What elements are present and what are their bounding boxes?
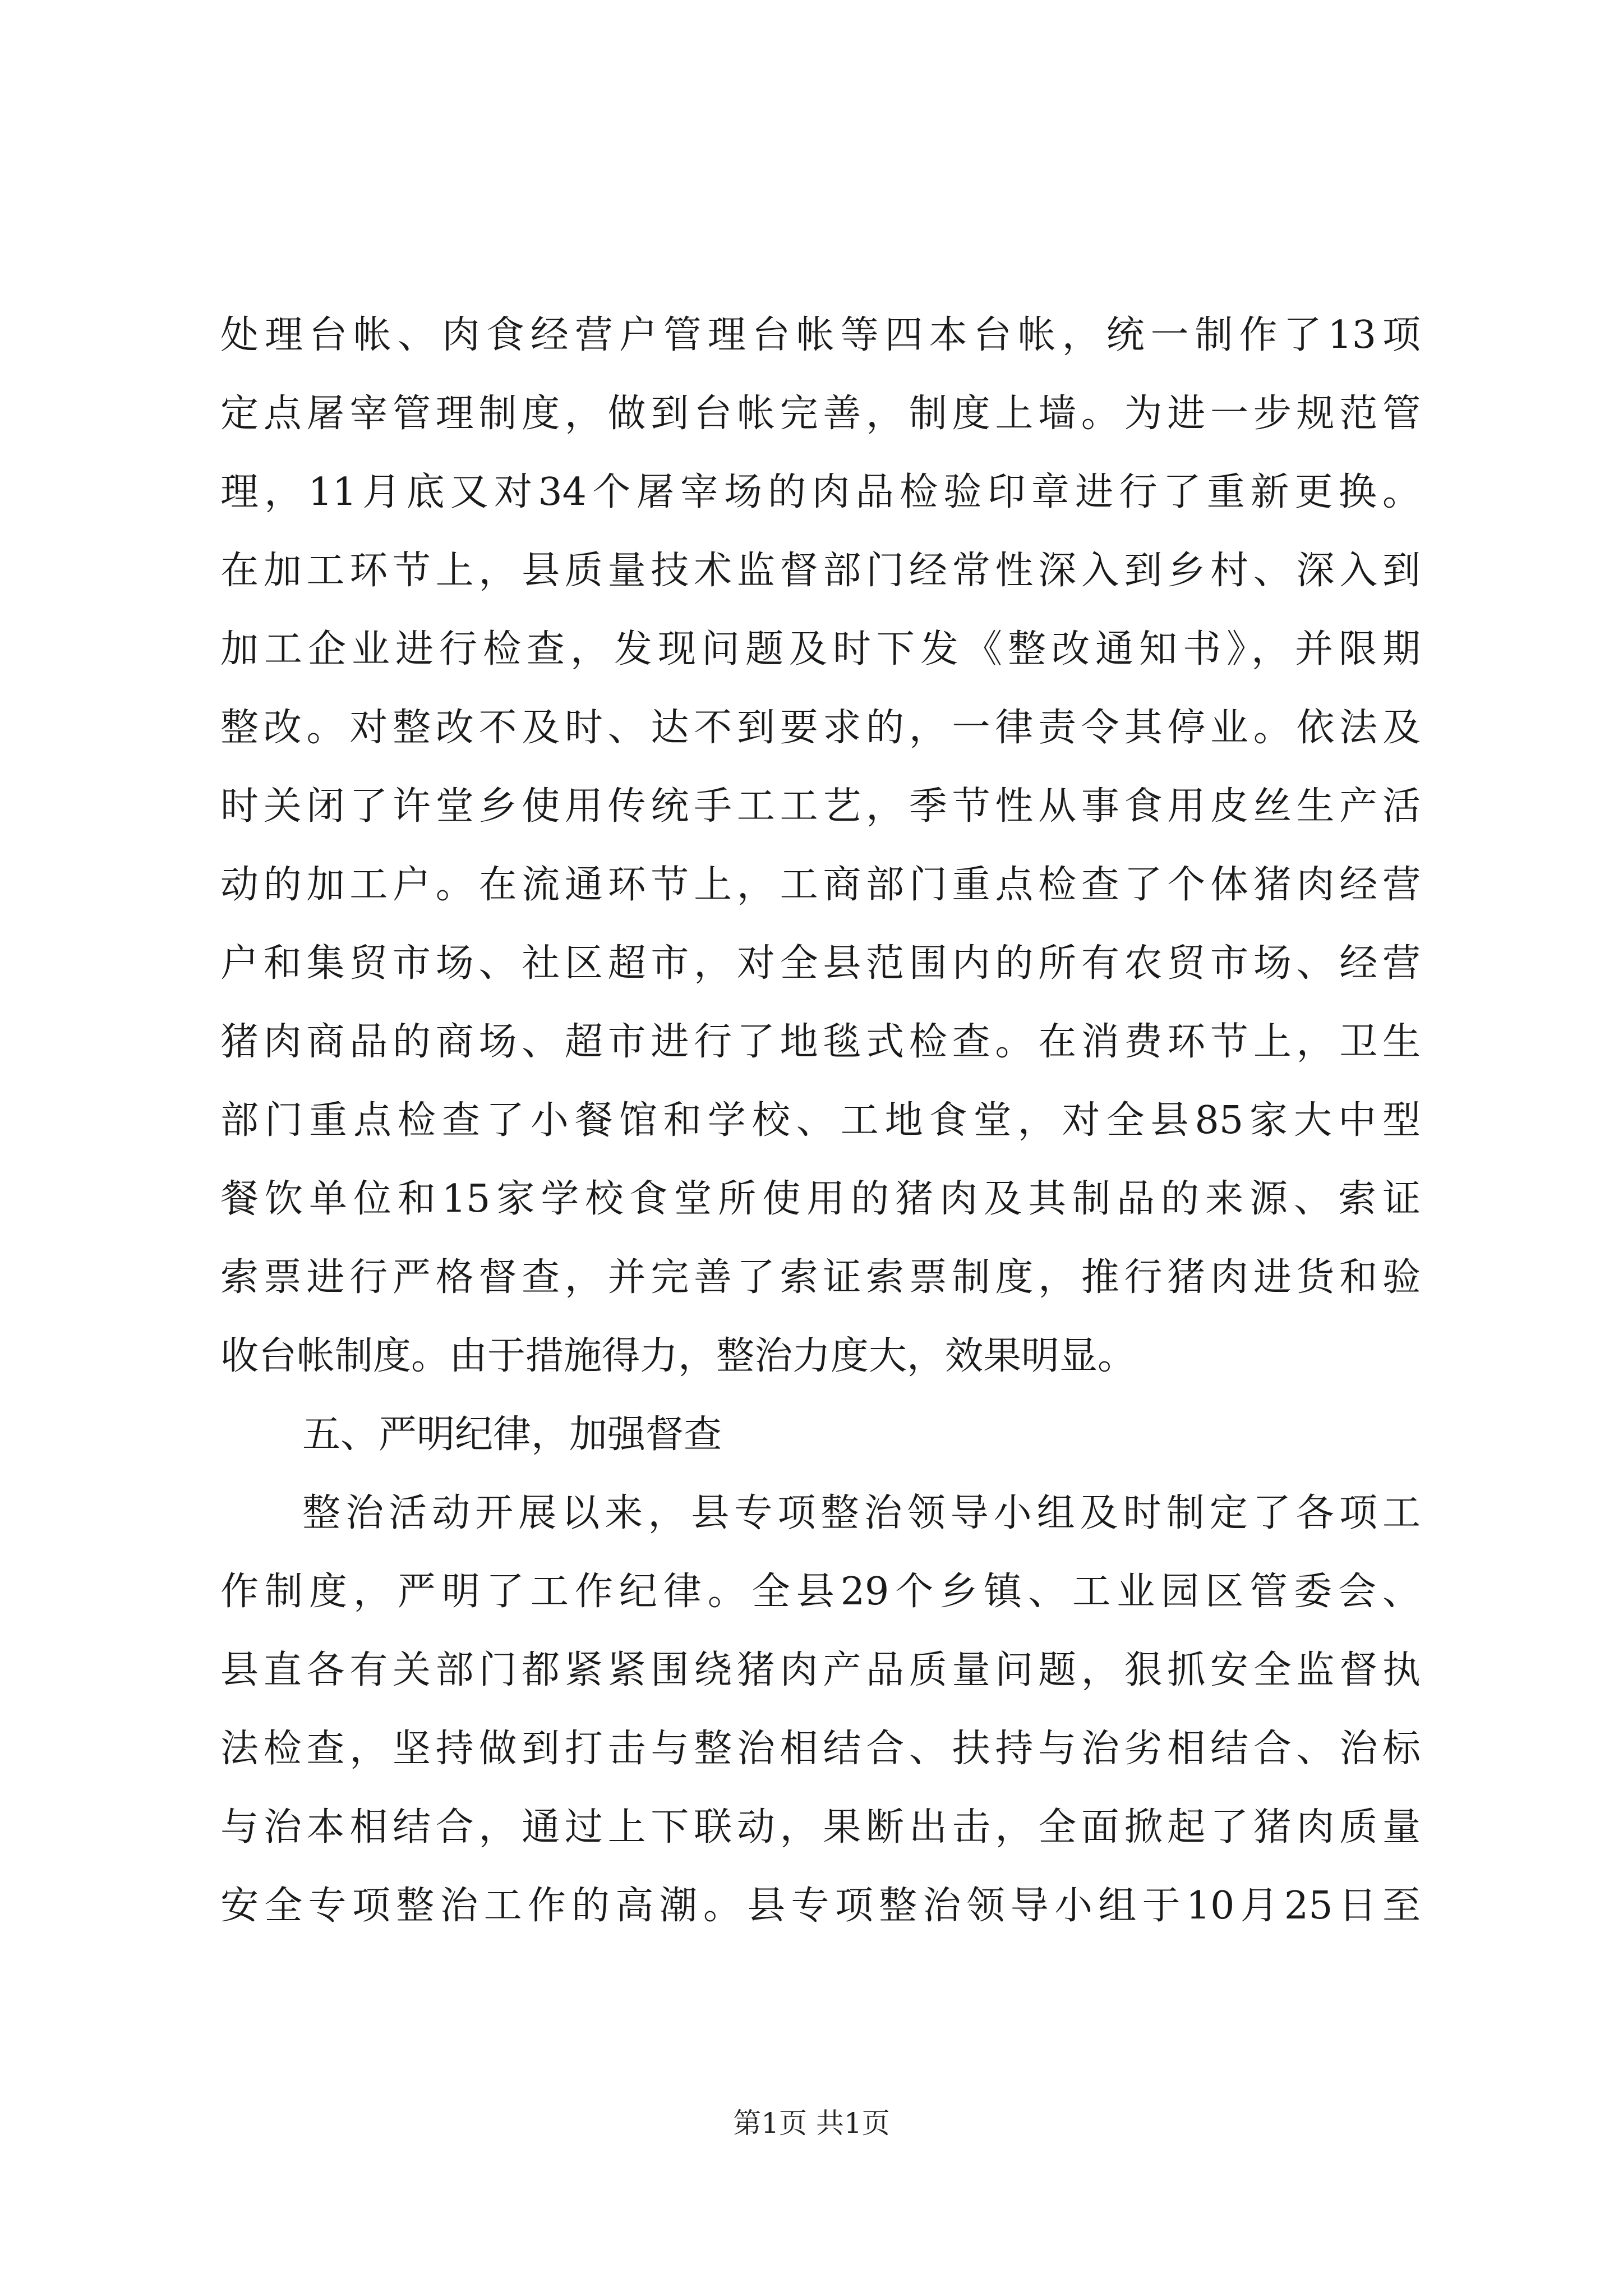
section-heading: 五、严明纪律，加强督查: [302, 1412, 722, 1457]
text-line: 整改。对整改不及时、达不到要求的，一律责令其停业。依法及: [220, 706, 1421, 750]
text-line: 法检查，坚持做到打击与整治相结合、扶持与治劣相结合、治标: [220, 1727, 1421, 1771]
text-line: 整治活动开展以来，县专项整治领导小组及时制定了各项工: [302, 1491, 1421, 1535]
text-line: 定点屠宰管理制度，做到台帐完善，制度上墙。为进一步规范管: [220, 392, 1421, 436]
text-line: 部门重点检查了小餐馆和学校、工地食堂，对全县85家大中型: [220, 1098, 1421, 1143]
text-line: 理，11月底又对34个屠宰场的肉品检验印章进行了重新更换。: [220, 470, 1421, 514]
text-line: 处理台帐、肉食经营户管理台帐等四本台帐，统一制作了13项: [220, 313, 1421, 357]
page-footer: 第1页 共1页: [733, 2107, 890, 2139]
text-line: 与治本相结合，通过上下联动，果断出击，全面掀起了猪肉质量: [220, 1805, 1421, 1849]
text-line: 作制度，严明了工作纪律。全县29个乡镇、工业园区管委会、: [220, 1570, 1421, 1614]
text-line: 在加工环节上，县质量技术监督部门经常性深入到乡村、深入到: [220, 549, 1421, 593]
text-line: 动的加工户。在流通环节上，工商部门重点检查了个体猪肉经营: [220, 863, 1421, 907]
text-line: 户和集贸市场、社区超市，对全县范围内的所有农贸市场、经营: [220, 941, 1421, 986]
text-line: 收台帐制度。由于措施得力，整治力度大，效果明显。: [220, 1334, 1136, 1378]
text-line: 索票进行严格督查，并完善了索证索票制度，推行猪肉进货和验: [220, 1255, 1421, 1300]
text-line: 安全专项整治工作的高潮。县专项整治领导小组于10月25日至: [220, 1884, 1421, 1928]
text-line: 加工企业进行检查，发现问题及时下发《整改通知书》，并限期: [220, 627, 1421, 671]
text-line: 猪肉商品的商场、超市进行了地毯式检查。在消费环节上，卫生: [220, 1020, 1421, 1064]
text-line: 时关闭了许堂乡使用传统手工工艺，季节性从事食用皮丝生产活: [220, 784, 1421, 829]
text-line: 餐饮单位和15家学校食堂所使用的猪肉及其制品的来源、索证: [220, 1177, 1421, 1221]
text-line: 县直各有关部门都紧紧围绕猪肉产品质量问题，狠抓安全监督执: [220, 1648, 1421, 1692]
